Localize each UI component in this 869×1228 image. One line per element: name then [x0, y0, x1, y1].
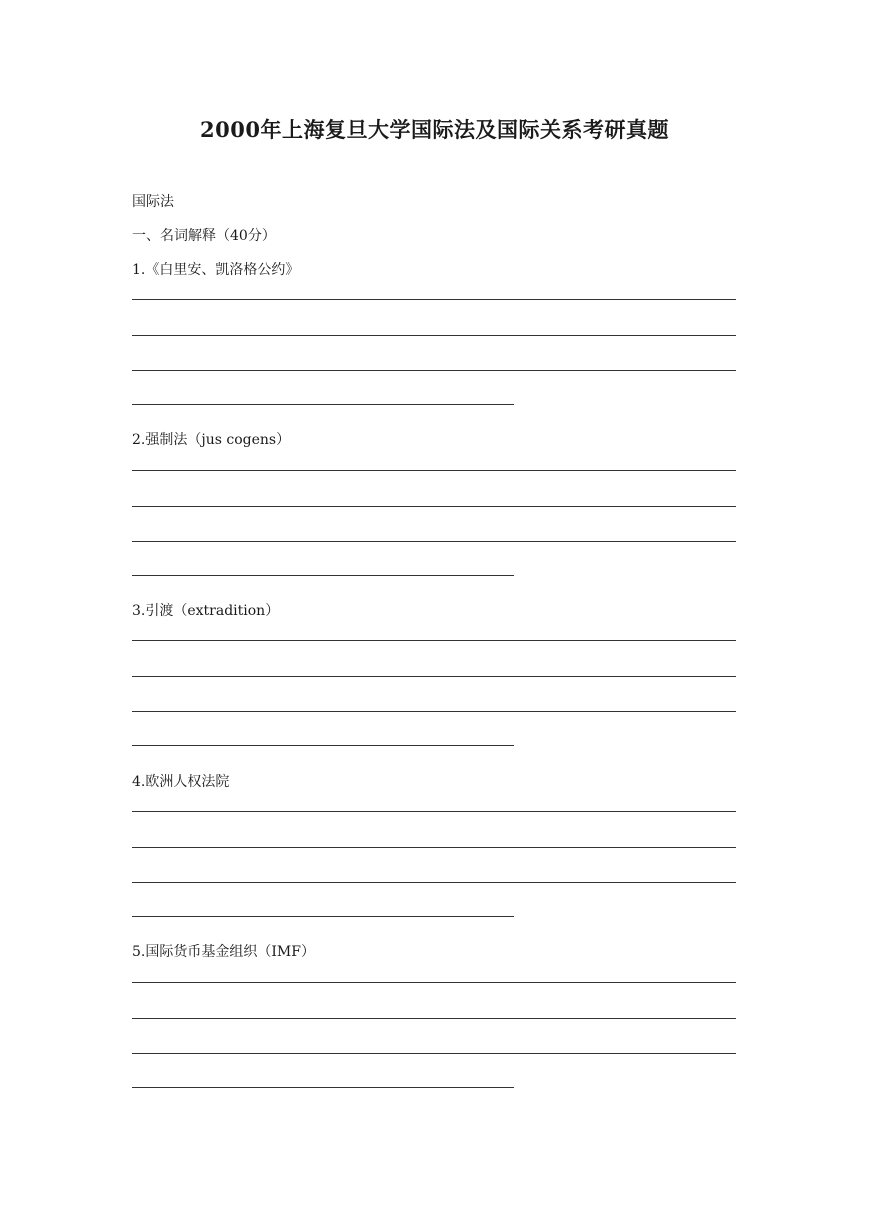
answer-line: [132, 916, 514, 917]
question-label: [132, 430, 290, 450]
question-text: 国际货币基金组织（IMF）: [145, 944, 315, 960]
question-text: 《白里安、凯洛格公约》: [145, 262, 300, 278]
question-number: 2.: [132, 432, 146, 448]
question-label: [132, 942, 315, 962]
answer-line: [132, 1018, 736, 1019]
answer-line: [132, 847, 736, 848]
answer-line: [132, 982, 736, 983]
question-number: 4.: [132, 774, 146, 790]
answer-line: [132, 335, 736, 336]
question-label: [132, 260, 299, 280]
section-title: 国际法: [132, 194, 174, 210]
answer-line: [132, 676, 736, 677]
answer-line: [132, 745, 514, 746]
answer-line: [132, 370, 736, 371]
answer-line: [132, 882, 736, 883]
answer-line: [132, 640, 736, 641]
question-label: [132, 772, 229, 792]
question-text: 强制法（jus cogens）: [145, 432, 291, 448]
answer-line: [132, 1087, 514, 1088]
answer-line: [132, 711, 736, 712]
question-number: 3.: [132, 603, 146, 619]
answer-line: [132, 541, 736, 542]
question-text: 引渡（extradition）: [145, 603, 280, 619]
answer-line: [132, 299, 736, 300]
answer-line: [132, 470, 736, 471]
answer-line: [132, 506, 736, 507]
answer-line: [132, 404, 514, 405]
answer-line: [132, 811, 736, 812]
document-title: 2000年上海复旦大学国际法及国际关系考研真题: [200, 117, 669, 142]
question-label: [132, 601, 279, 621]
question-text: 欧洲人权法院: [145, 774, 230, 790]
answer-line: [132, 575, 514, 576]
question-number: 5.: [132, 944, 146, 960]
part-heading: 一、名词解释（40分）: [132, 228, 276, 244]
answer-line: [132, 1053, 736, 1054]
question-number: 1.: [132, 262, 146, 278]
